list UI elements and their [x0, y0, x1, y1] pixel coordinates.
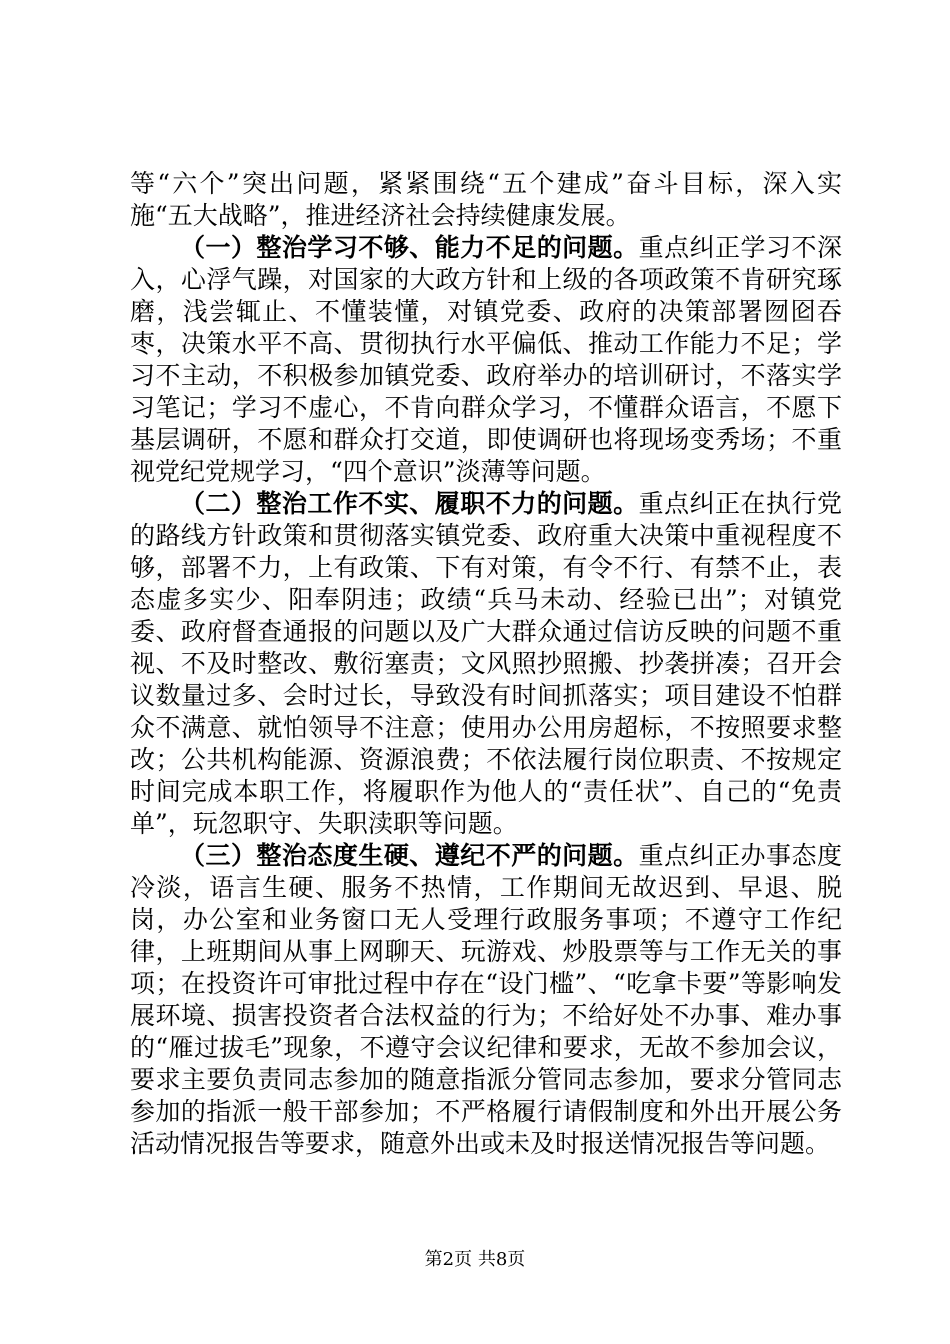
paragraph-section-2 — [130, 488, 842, 840]
section-heading-1: （一）整治学习不够、能力不足的问题。 — [180, 233, 639, 262]
paragraph-text: 重点纠正学习不深入，心浮气躁，对国家的大政方针和上级的各项政策不肯研究琢磨，浅尝辄止、不懂装懂，对镇党委、政府的决策部署囫囵吞枣，决策水平不高、贯彻执行水平偏低、推动工作能力不足；学习不主动，不积极参加镇党委、政府举办的培训研讨，不落实学习笔记；学习不虚心，不肯向群众学习，不懂群众语言，不愿下基层调研，不愿和群众打交道，即使调研也将现场变秀场；不重视党纪党规学习，“四个意识”淡薄等问题。 — [130, 233, 842, 486]
paragraph-intro — [130, 168, 842, 232]
paragraph-section-3 — [130, 840, 842, 1160]
document-body — [130, 168, 842, 1160]
section-heading-3: （三）整治态度生硬、遵纪不严的问题。 — [180, 841, 639, 870]
page-number-label: 第2页 共8页 — [424, 1249, 526, 1270]
paragraph-text: 重点纠正办事态度冷淡，语言生硬、服务不热情，工作期间无故迟到、早退、脱岗，办公室和业务窗口无人受理行政服务事项；不遵守工作纪律，上班期间从事上网聊天、玩游戏、炒股票等与工作无关的事项；在投资许可审批过程中存在“设门槛”、“吃拿卡要”等影响发展环境、损害投资者合法权益的行为；不给好处不办事、难办事的“雁过拔毛”现象，不遵守会议纪律和要求，无故不参加会议，要求主要负责同志参加的随意指派分管同志参加，要求分管同志参加的指派一般干部参加；不严格履行请假制度和外出开展公务活动情况报告等要求，随意外出或未及时报送情况报告等问题。 — [130, 841, 842, 1158]
section-heading-2: （二）整治工作不实、履职不力的问题。 — [180, 489, 639, 518]
paragraph-text: 重点纠正在执行党的路线方针政策和贯彻落实镇党委、政府重大决策中重视程度不够，部署不力，上有政策、下有对策，有令不行、有禁不止，表态虚多实少、阳奉阴违；政绩“兵马未动、经验已出”；对镇党委、政府督查通报的问题以及广大群众通过信访反映的问题不重视、不及时整改、敷衍塞责；文风照抄照搬、抄袭拼凑；召开会议数量过多、会时过长，导致没有时间抓落实；项目建设不怕群众不满意、就怕领导不注意；使用办公用房超标，不按照要求整改；公共机构能源、资源浪费；不依法履行岗位职责、不按规定时间完成本职工作，将履职作为他人的“责任状”、自己的“免责单”，玩忽职守、失职渎职等问题。 — [130, 489, 842, 838]
paragraph-text: 等“六个”突出问题，紧紧围绕“五个建成”奋斗目标，深入实施“五大战略”，推进经济社会持续健康发展。 — [130, 169, 842, 230]
paragraph-section-1 — [130, 232, 842, 488]
page-footer — [0, 1249, 950, 1271]
